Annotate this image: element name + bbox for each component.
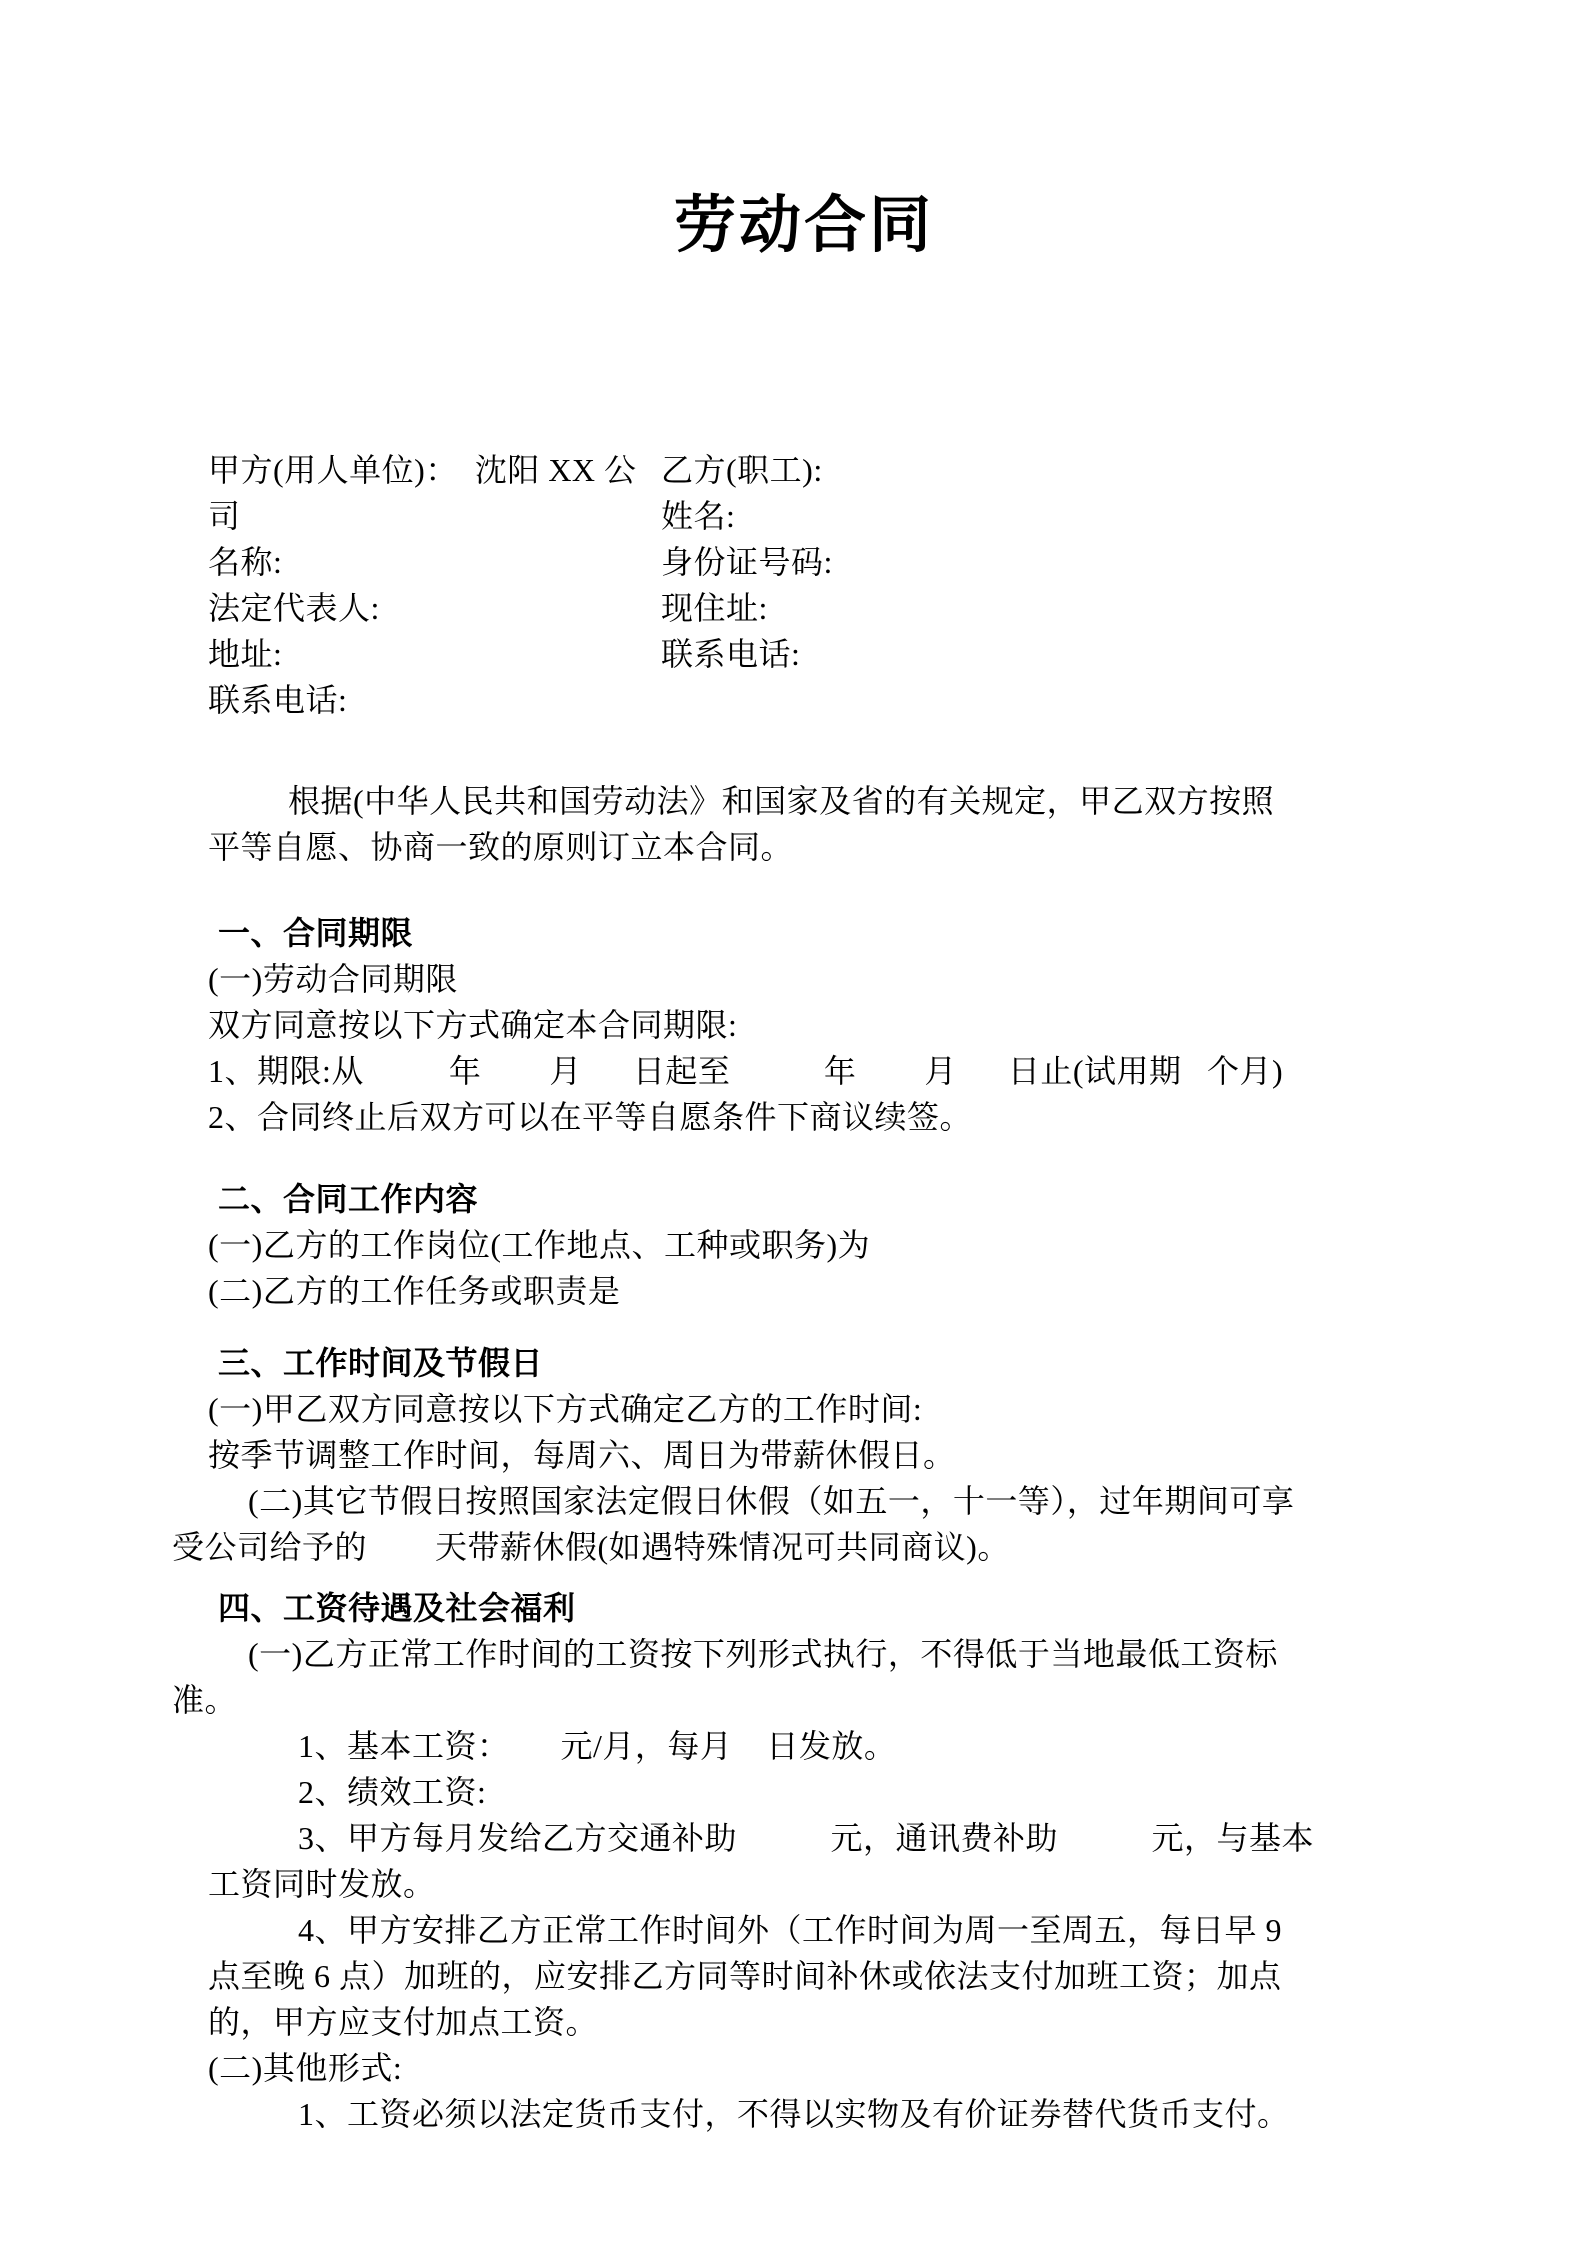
party-a-column [208,447,661,723]
section-heading: 四、工资待遇及社会福利 [218,1590,576,1626]
party-a-address: 地址: [208,636,283,672]
section-line: (二)其它节假日按照国家法定假日休假（如五一，十一等），过年期间可享 [248,1483,1295,1519]
intro-line: 根据(中华人民共和国劳动法》和国家及省的有关规定，甲乙双方按照 [288,783,1275,819]
party-a-name: 名称: [208,544,283,580]
section-contract-term [172,910,1436,1140]
section-line: (二)乙方的工作任务或职责是 [208,1273,621,1309]
party-b-phone: 联系电话: [661,636,801,672]
section-line: 双方同意按以下方式确定本合同期限: [208,1007,738,1043]
section-salary-welfare [172,1585,1436,2137]
section-work-content [172,1176,1436,1314]
section-line: 2、绩效工资: [298,1774,487,1810]
party-a-phone: 联系电话: [208,682,348,718]
section-line: 的，甲方应支付加点工资。 [208,2004,599,2040]
section-line: (一)劳动合同期限 [208,961,458,997]
section-line: 按季节调整工作时间，每周六、周日为带薪休假日。 [208,1437,956,1473]
section-line: 4、甲方安排乙方正常工作时间外（工作时间为周一至周五，每日早 9 [298,1912,1283,1948]
intro-line: 平等自愿、协商一致的原则订立本合同。 [208,829,794,865]
party-a-legal-rep: 法定代表人: [208,590,380,626]
party-b-column [661,447,1436,723]
section-heading: 二、合同工作内容 [218,1181,479,1217]
section-line: 点至晚 6 点）加班的，应安排乙方同等时间补休或依法支付加班工资；加点 [208,1958,1282,1994]
section-line: 受公司给予的 天带薪休假(如遇特殊情况可共同商议)。 [172,1529,1010,1565]
section-work-hours-holidays [172,1340,1436,1570]
document-title: 劳动合同 [673,192,934,260]
section-line: 准。 [172,1682,238,1718]
party-a-employer: 甲方(用人单位)： 沈阳 XX 公司 [208,452,637,534]
section-line: 2、合同终止后双方可以在平等自愿条件下商议续签。 [208,1099,973,1135]
party-b-id-number: 身份证号码: [661,544,833,580]
section-line: 1、工资必须以法定货币支付，不得以实物及有价证券替代货币支付。 [298,2096,1290,2132]
section-line: (一)乙方的工作岗位(工作地点、工种或职务)为 [208,1227,871,1263]
party-b-name: 姓名: [661,498,736,534]
section-line: 工资同时发放。 [208,1866,436,1902]
section-line: (一)甲乙双方同意按以下方式确定乙方的工作时间: [208,1391,923,1427]
party-info-block [172,447,1436,723]
contract-body [172,778,1436,2137]
party-b-address: 现住址: [661,590,768,626]
intro-paragraph [172,778,1436,870]
section-heading: 三、工作时间及节假日 [218,1345,544,1381]
section-heading: 一、合同期限 [218,915,414,951]
section-line: 1、基本工资： 元/月，每月 日发放。 [298,1728,897,1764]
section-line: 3、甲方每月发给乙方交通补助 元，通讯费补助 元，与基本 [298,1820,1315,1856]
section-line: (二)其他形式: [208,2050,403,2086]
section-line: 1、期限:从 年 月 日起至 年 月 日止(试用期 个月) [208,1053,1284,1089]
section-line: (一)乙方正常工作时间的工资按下列形式执行，不得低于当地最低工资标 [248,1636,1278,1672]
party-b-employee: 乙方(职工): [661,452,823,488]
